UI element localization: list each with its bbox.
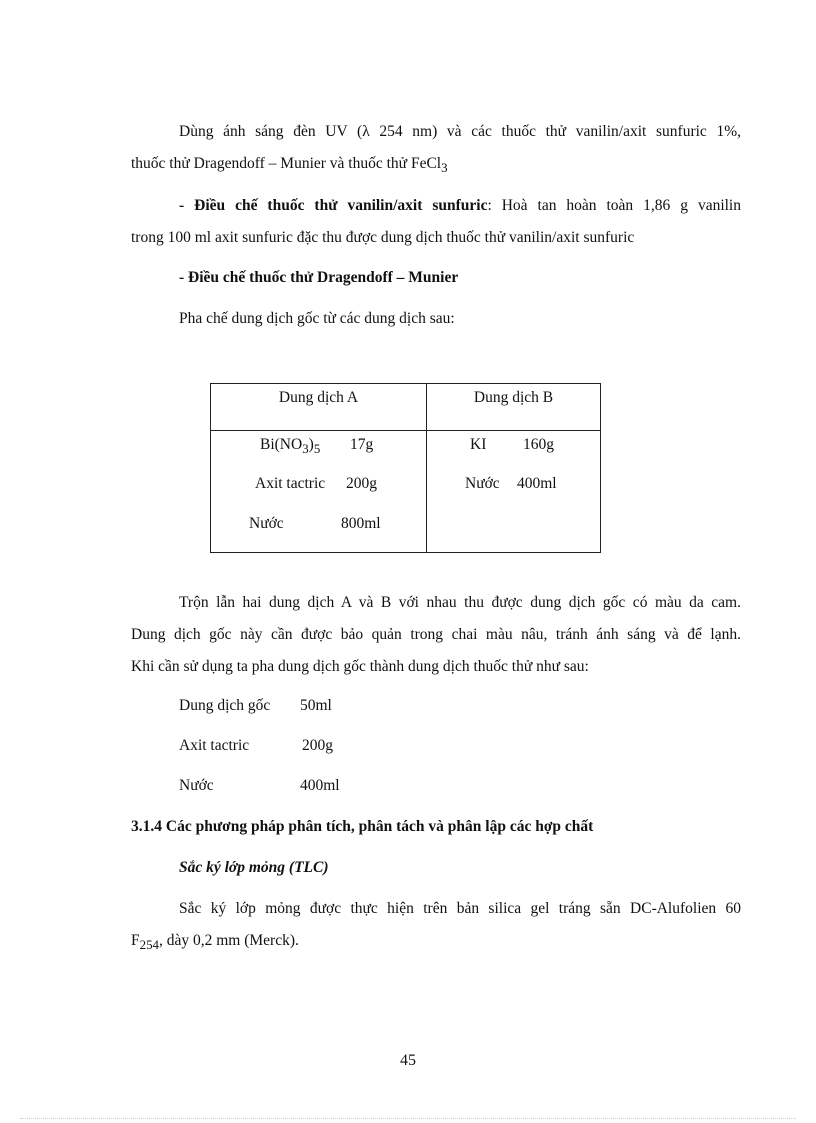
list-item-2-amount: 200g — [302, 737, 333, 754]
dragendoff-heading: - Điều chế thuốc thử Dragendoff – Munier — [179, 269, 459, 286]
vanilin-line-1 — [131, 190, 741, 222]
list-item-2-name: Axit tactric — [179, 737, 250, 754]
tlc-f-text: F — [131, 932, 140, 949]
bi-text: Bi(NO — [260, 436, 303, 453]
b-row-2-amount: 400ml — [517, 475, 557, 492]
bi-subscript-5: 5 — [313, 441, 321, 457]
b-row-2-name: Nước — [465, 475, 500, 492]
feCl-subscript: 3 — [441, 160, 448, 176]
vanilin-line-2: trong 100 ml axit sunfuric đặc thu được dung dịch thuốc thử vanilin/axit sunfuric — [131, 229, 635, 246]
vanilin-line-1-rest: : Hoà tan hoàn toàn 1,86 g vanilin — [487, 197, 741, 214]
tlc-line-1: Sắc ký lớp mỏng được thực hiện trên bản silica gel tráng sẵn DC-Alufolien 60 — [179, 900, 741, 917]
page-number: 45 — [400, 1052, 416, 1069]
header-solution-a: Dung dịch A — [211, 384, 427, 431]
a-row-2-name: Axit tactric — [255, 475, 326, 492]
tlc-line-2-rest: , dày 0,2 mm (Merck). — [158, 932, 299, 949]
mix-line-2: Dung dịch gốc này cần được bảo quản trong chai màu nâu, tránh ánh sáng và để lạnh. — [131, 626, 741, 643]
a-row-3-amount: 800ml — [341, 515, 381, 532]
no3-subscript: 3 — [302, 441, 309, 457]
table-body-row — [211, 431, 601, 553]
vanilin-label: - Điều chế thuốc thử vanilin/axit sunfuric — [179, 197, 488, 214]
b-row-1-amount: 160g — [523, 436, 554, 453]
table-header-row — [211, 384, 601, 431]
list-item-1-amount: 50ml — [300, 697, 332, 714]
tlc-heading: Sắc ký lớp mỏng (TLC) — [179, 859, 329, 876]
uv-line-2-text: thuốc thử Dragendoff – Munier và thuốc thử FeCl — [131, 155, 442, 172]
solution-a-cell — [211, 431, 427, 553]
a-row-1-amount: 17g — [350, 436, 374, 453]
f254-subscript: 254 — [139, 937, 159, 953]
header-solution-b: Dung dịch B — [427, 384, 601, 431]
solution-b-cell — [427, 431, 601, 553]
mix-line-1: Trộn lẫn hai dung dịch A và B với nhau thu được dung dịch gốc có màu da cam. — [179, 594, 741, 611]
page-bottom-divider — [20, 1118, 796, 1119]
list-item-3-name: Nước — [179, 777, 214, 794]
tlc-line-2 — [131, 925, 299, 961]
a-row-1-name — [260, 436, 320, 457]
uv-line-2 — [131, 148, 448, 184]
a-row-3-name: Nước — [249, 515, 284, 532]
mix-line-3: Khi cần sử dụng ta pha dung dịch gốc thành dung dịch thuốc thử như sau: — [131, 658, 589, 675]
a-row-2-amount: 200g — [346, 475, 377, 492]
list-item-3-amount: 400ml — [300, 777, 340, 794]
bi-paren: ) — [308, 436, 314, 453]
reagent-table — [210, 383, 601, 553]
uv-line-1: Dùng ánh sáng đèn UV (λ 254 nm) và các thuốc thử vanilin/axit sunfuric 1%, — [179, 123, 741, 140]
prep-stock-text: Pha chế dung dịch gốc từ các dung dịch sau: — [179, 310, 455, 327]
b-row-1-name: KI — [470, 436, 487, 453]
section-heading: 3.1.4 Các phương pháp phân tích, phân tách và phân lập các hợp chất — [131, 818, 594, 835]
list-item-1-name: Dung dịch gốc — [179, 697, 271, 714]
